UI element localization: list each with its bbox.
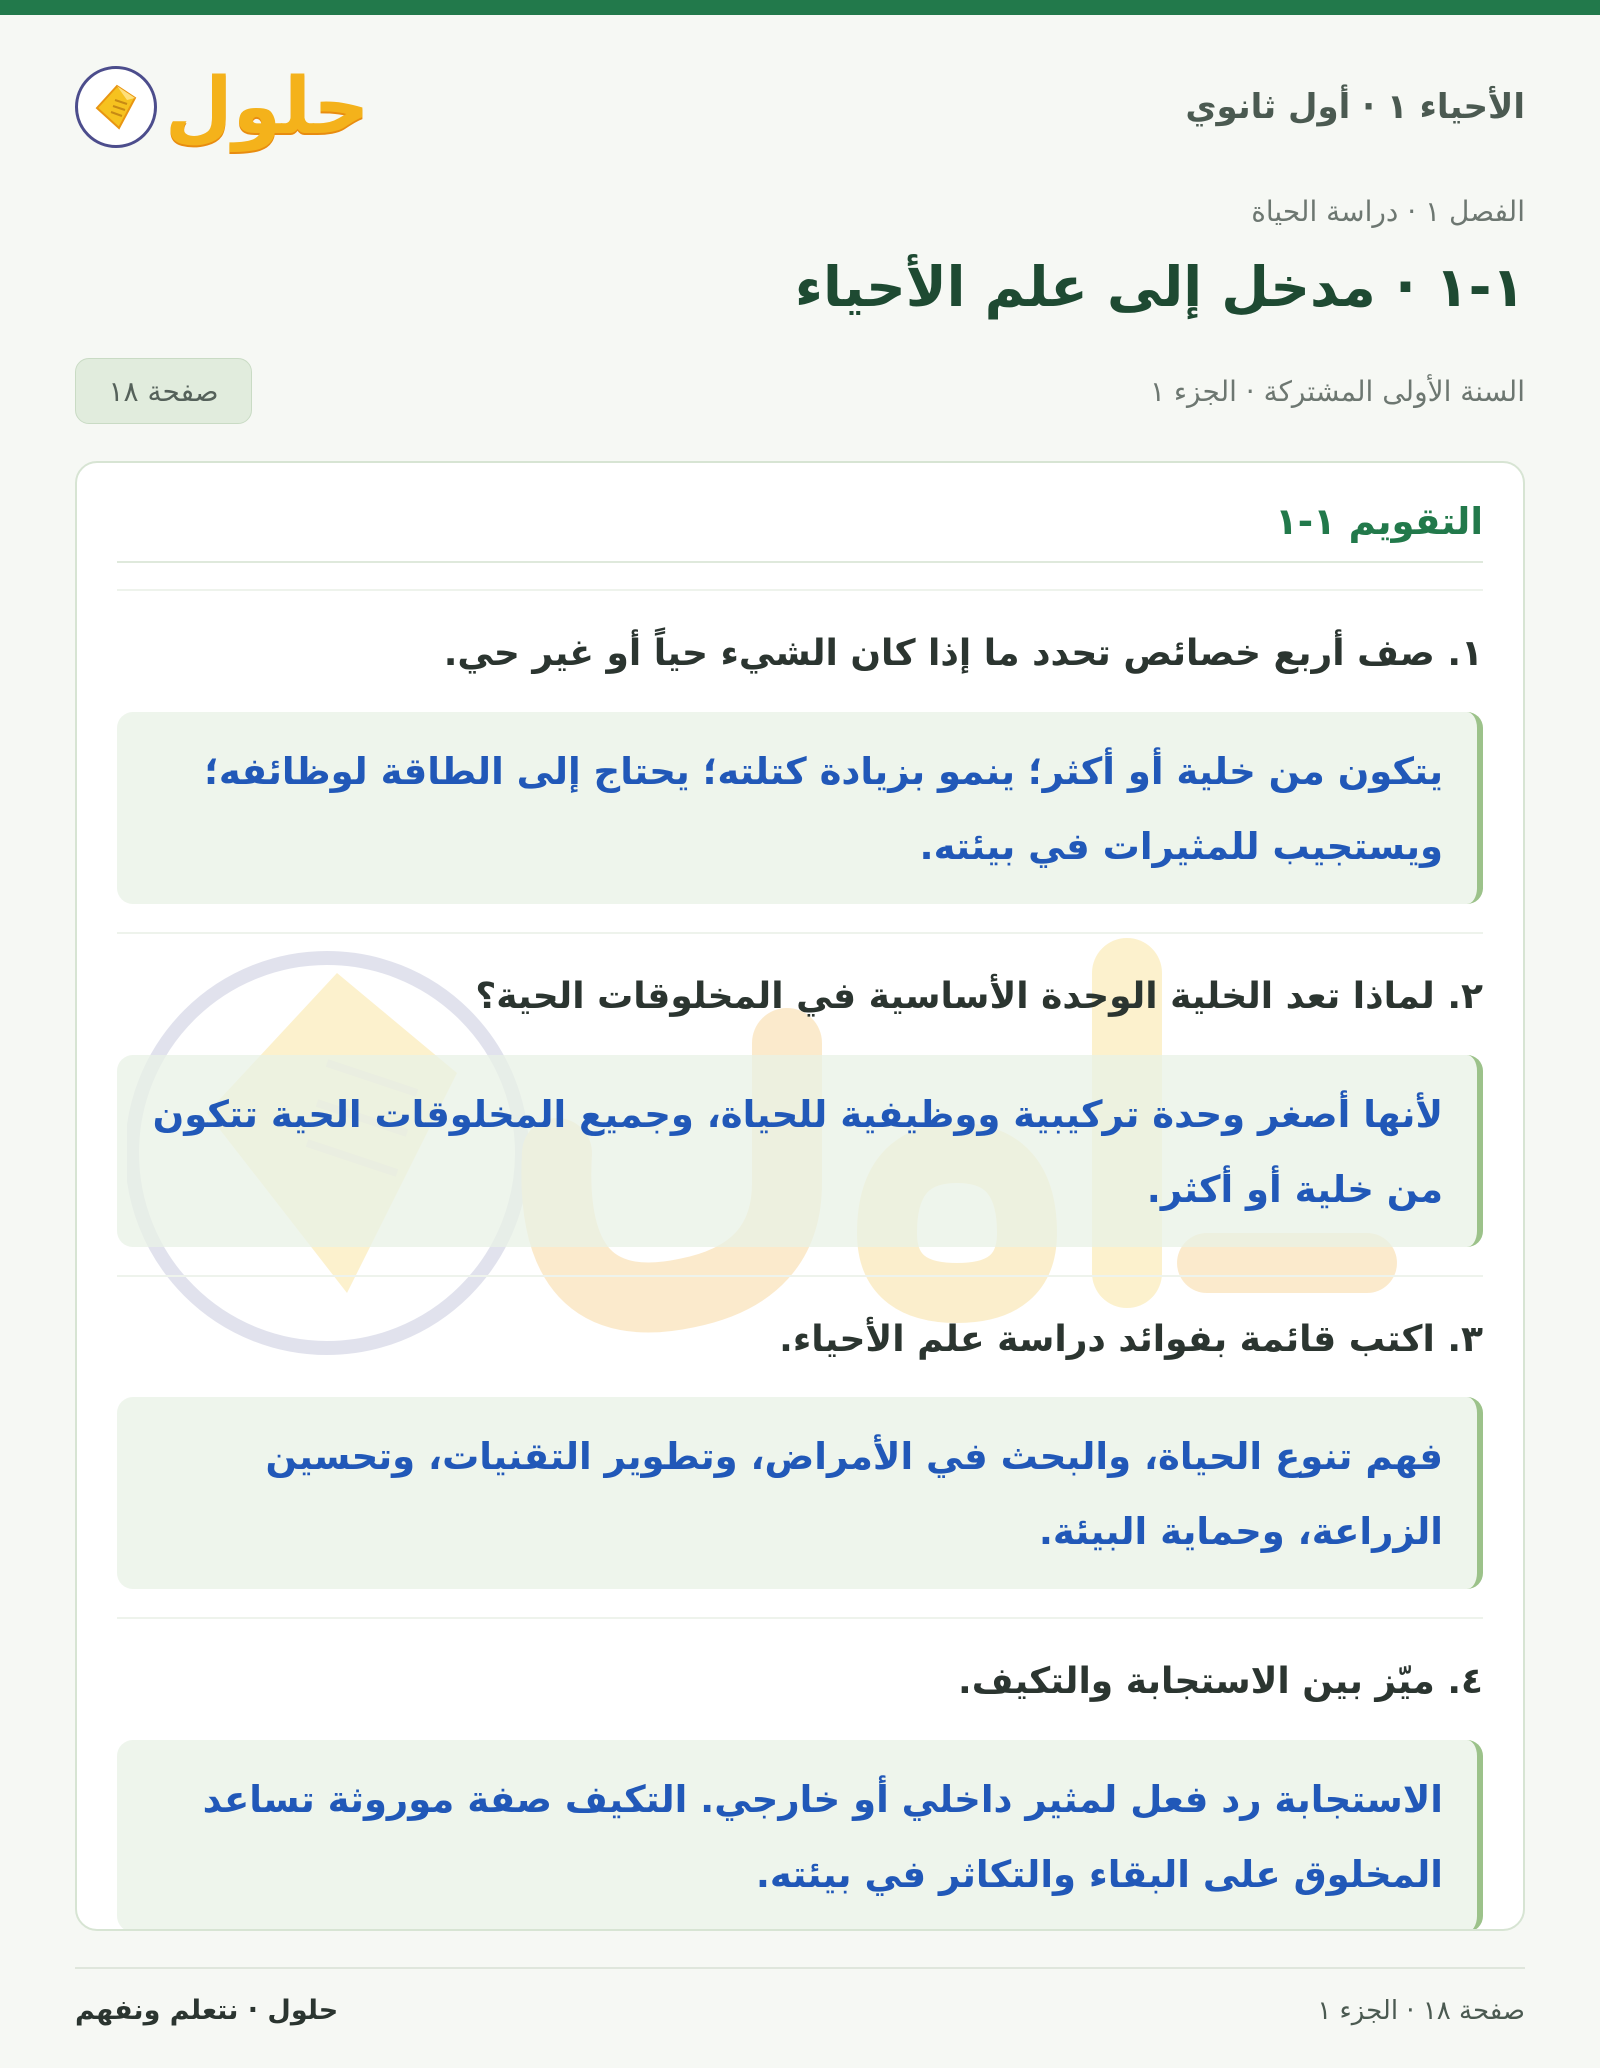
brand-logo[interactable] [75,62,370,152]
book-title: الأحياء ١ · أول ثانوي [1185,87,1525,127]
question-text: ٤. ميّز بين الاستجابة والتكيف. [958,1661,1483,1703]
answer-box: الاستجابة رد فعل لمثير داخلي أو خارجي. التكيف صفة موروثة تساعد المخلوق على البقاء والتكاثر في بيئته. [117,1740,1483,1931]
logo-text: حلول [165,62,370,152]
question-item-1 [117,589,1483,904]
footer-page-number: صفحة ١٨ · الجزء ١ [1317,1995,1525,2026]
answer-box: لأنها أصغر وحدة تركيبية ووظيفية للحياة، وجميع المخلوقات الحية تتكون من خلية أو أكثر. [117,1055,1483,1247]
question-item-2 [117,932,1483,1247]
page-footer [75,1995,1525,2026]
answer-box: فهم تنوع الحياة، والبحث في الأمراض، وتطوير التقنيات، وتحسين الزراعة، وحماية البيئة. [117,1397,1483,1589]
lesson-meta: السنة الأولى المشتركة · الجزء ١ [1149,374,1525,408]
footer-divider [75,1967,1525,1969]
lesson-title: ١-١ · مدخل إلى علم الأحياء [794,255,1525,319]
assessment-card [75,461,1525,1931]
footer-brand: حلول · نتعلم ونفهم [75,1995,339,2026]
page-header [75,52,1525,162]
card-title: التقويم ١-١ [117,463,1483,563]
top-accent-bar [0,0,1600,15]
question-item-4 [117,1617,1483,1931]
chapter-label: الفصل ١ · دراسة الحياة [1251,195,1525,228]
page-badge: صفحة ١٨ [75,358,252,424]
answer-box: يتكون من خلية أو أكثر؛ ينمو بزيادة كتلته؛ يحتاج إلى الطاقة لوظائفه؛ ويستجيب للمثيرات في بيئته. [117,712,1483,904]
question-item-3 [117,1275,1483,1590]
question-text: ٣. اكتب قائمة بفوائد دراسة علم الأحياء. [779,1318,1483,1360]
question-text: ١. صف أربع خصائص تحدد ما إذا كان الشيء حياً أو غير حي. [443,633,1483,674]
book-icon [75,66,157,148]
question-text: ٢. لماذا تعد الخلية الوحدة الأساسية في المخلوقات الحية؟ [475,975,1483,1017]
lesson-meta-row [75,358,1525,424]
